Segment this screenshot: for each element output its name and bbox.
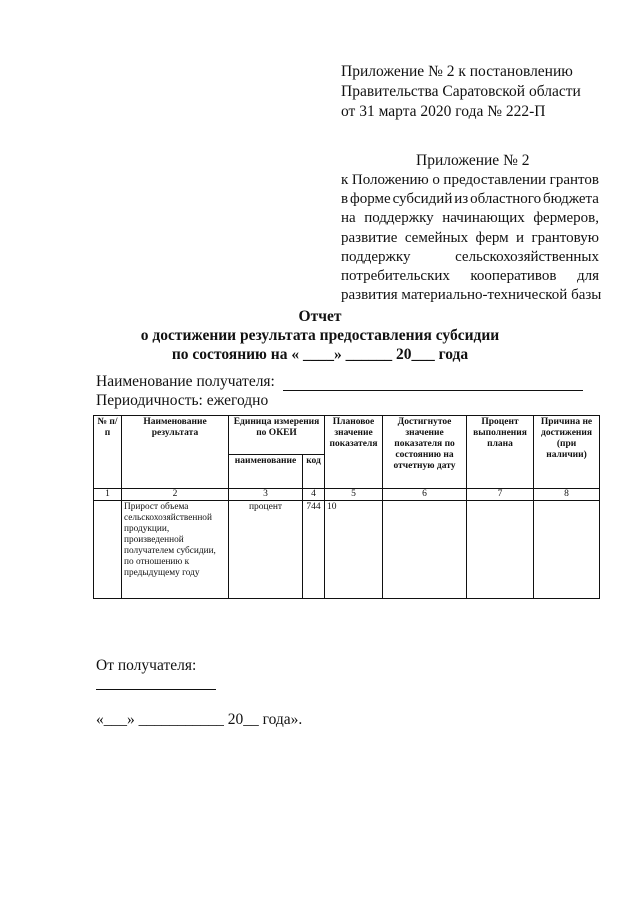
annex2-line: развития материально-технической базы: [341, 287, 602, 304]
annex2-word: областного: [470, 191, 542, 208]
annex2-body: [341, 171, 602, 305]
table-row: [94, 501, 600, 599]
column-number: 3: [229, 489, 303, 501]
signature-line[interactable]: [96, 689, 216, 690]
report-title-line1: Отчет: [298, 308, 342, 325]
annex2-word: поддержку: [341, 248, 411, 265]
cell-reason[interactable]: [534, 501, 600, 599]
annex2-word: ферм: [475, 229, 509, 246]
cell-achieved[interactable]: [383, 501, 467, 599]
recipient-block: [96, 372, 583, 410]
annex2-line: [341, 209, 599, 228]
annex2-word: и: [516, 229, 525, 246]
cell-result-name: Прирост объема сельскохозяйственной продукции, произведенной получателем субсидии, по отношению к предыдущему году: [122, 501, 229, 599]
annex-header: [341, 62, 581, 122]
annex2-word: в: [341, 191, 349, 208]
annex2-word: фермеров,: [533, 210, 599, 227]
annex2-line: [341, 190, 599, 209]
periodicity-label: Периодичность: ежегодно: [96, 392, 269, 409]
column-number: 7: [467, 489, 534, 501]
column-number: 2: [122, 489, 229, 501]
report-table: [93, 415, 600, 599]
annex2-word: начинающих: [442, 210, 525, 227]
cell-percent[interactable]: [467, 501, 534, 599]
annex2-word: семейных: [404, 229, 469, 246]
report-title-line2: о достижении результата предоставления субсидии: [140, 327, 500, 344]
column-number: 4: [303, 489, 325, 501]
date-line: «___» ___________ 20__ года».: [96, 711, 303, 728]
annex2-word: бюджета: [543, 191, 599, 208]
annex-header-line: от 31 марта 2020 года № 222-П: [341, 103, 546, 120]
annex2-word: потребительских: [341, 268, 450, 285]
cell-unit-name: процент: [229, 501, 303, 599]
recipient-name-label: Наименование получателя:: [96, 373, 275, 390]
col-header-unit-name: наименование: [229, 455, 303, 489]
annex2-line: [341, 229, 599, 248]
annex2-word: поддержку: [364, 210, 434, 227]
report-title: [0, 307, 640, 364]
annex2-line: [341, 248, 599, 267]
col-header-num: № п/п: [94, 416, 122, 489]
annex2-word: форме: [350, 191, 391, 208]
col-header-percent: Процент выполнения плана: [467, 416, 534, 489]
col-header-unit: Единица измерения по ОКЕИ: [229, 416, 325, 455]
recipient-name-row: [96, 372, 583, 391]
annex2-title: Приложение № 2: [416, 152, 530, 169]
col-header-planned: Плановое значение показателя: [325, 416, 383, 489]
col-header-reason: Причина не достижения (при наличии): [534, 416, 600, 489]
annex2-line: [341, 267, 599, 286]
column-number: 6: [383, 489, 467, 501]
cell-planned: 10: [325, 501, 383, 599]
annex2-word: к: [341, 172, 349, 188]
annex2-word: Положению: [351, 172, 429, 188]
annex2-word: грантовую: [531, 229, 599, 246]
annex2-word: о: [432, 172, 440, 188]
column-number: 8: [534, 489, 600, 501]
col-header-achieved: Достигнутое значение показателя по состоянию на отчетную дату: [383, 416, 467, 489]
annex2-word: на: [341, 210, 356, 227]
column-numbers-row: [94, 489, 600, 501]
annex2-word: грантов: [549, 172, 599, 188]
sender-label: От получателя:: [96, 657, 197, 674]
annex2-word: кооперативов: [470, 268, 557, 285]
cell-num[interactable]: [94, 501, 122, 599]
cell-unit-code: 744: [303, 501, 325, 599]
annex-header-line: Приложение № 2 к постановлению: [341, 63, 573, 80]
column-number: 1: [94, 489, 122, 501]
annex2-word: предоставлении: [443, 172, 547, 188]
report-title-line3: по состоянию на « ____» ______ 20___ года: [171, 346, 469, 363]
col-header-unit-code: код: [303, 455, 325, 489]
annex2-word: субсидий: [392, 191, 453, 208]
annex2-word: из: [454, 191, 469, 208]
column-number: 5: [325, 489, 383, 501]
annex2-line: [341, 171, 599, 190]
annex-header-line: Правительства Саратовской области: [341, 83, 581, 100]
annex2-word: для: [576, 268, 599, 285]
col-header-name: Наименование результата: [122, 416, 229, 489]
annex2-word: развитие: [341, 229, 398, 246]
annex2-word: сельскохозяйственных: [455, 248, 599, 265]
recipient-name-field[interactable]: [283, 376, 583, 391]
